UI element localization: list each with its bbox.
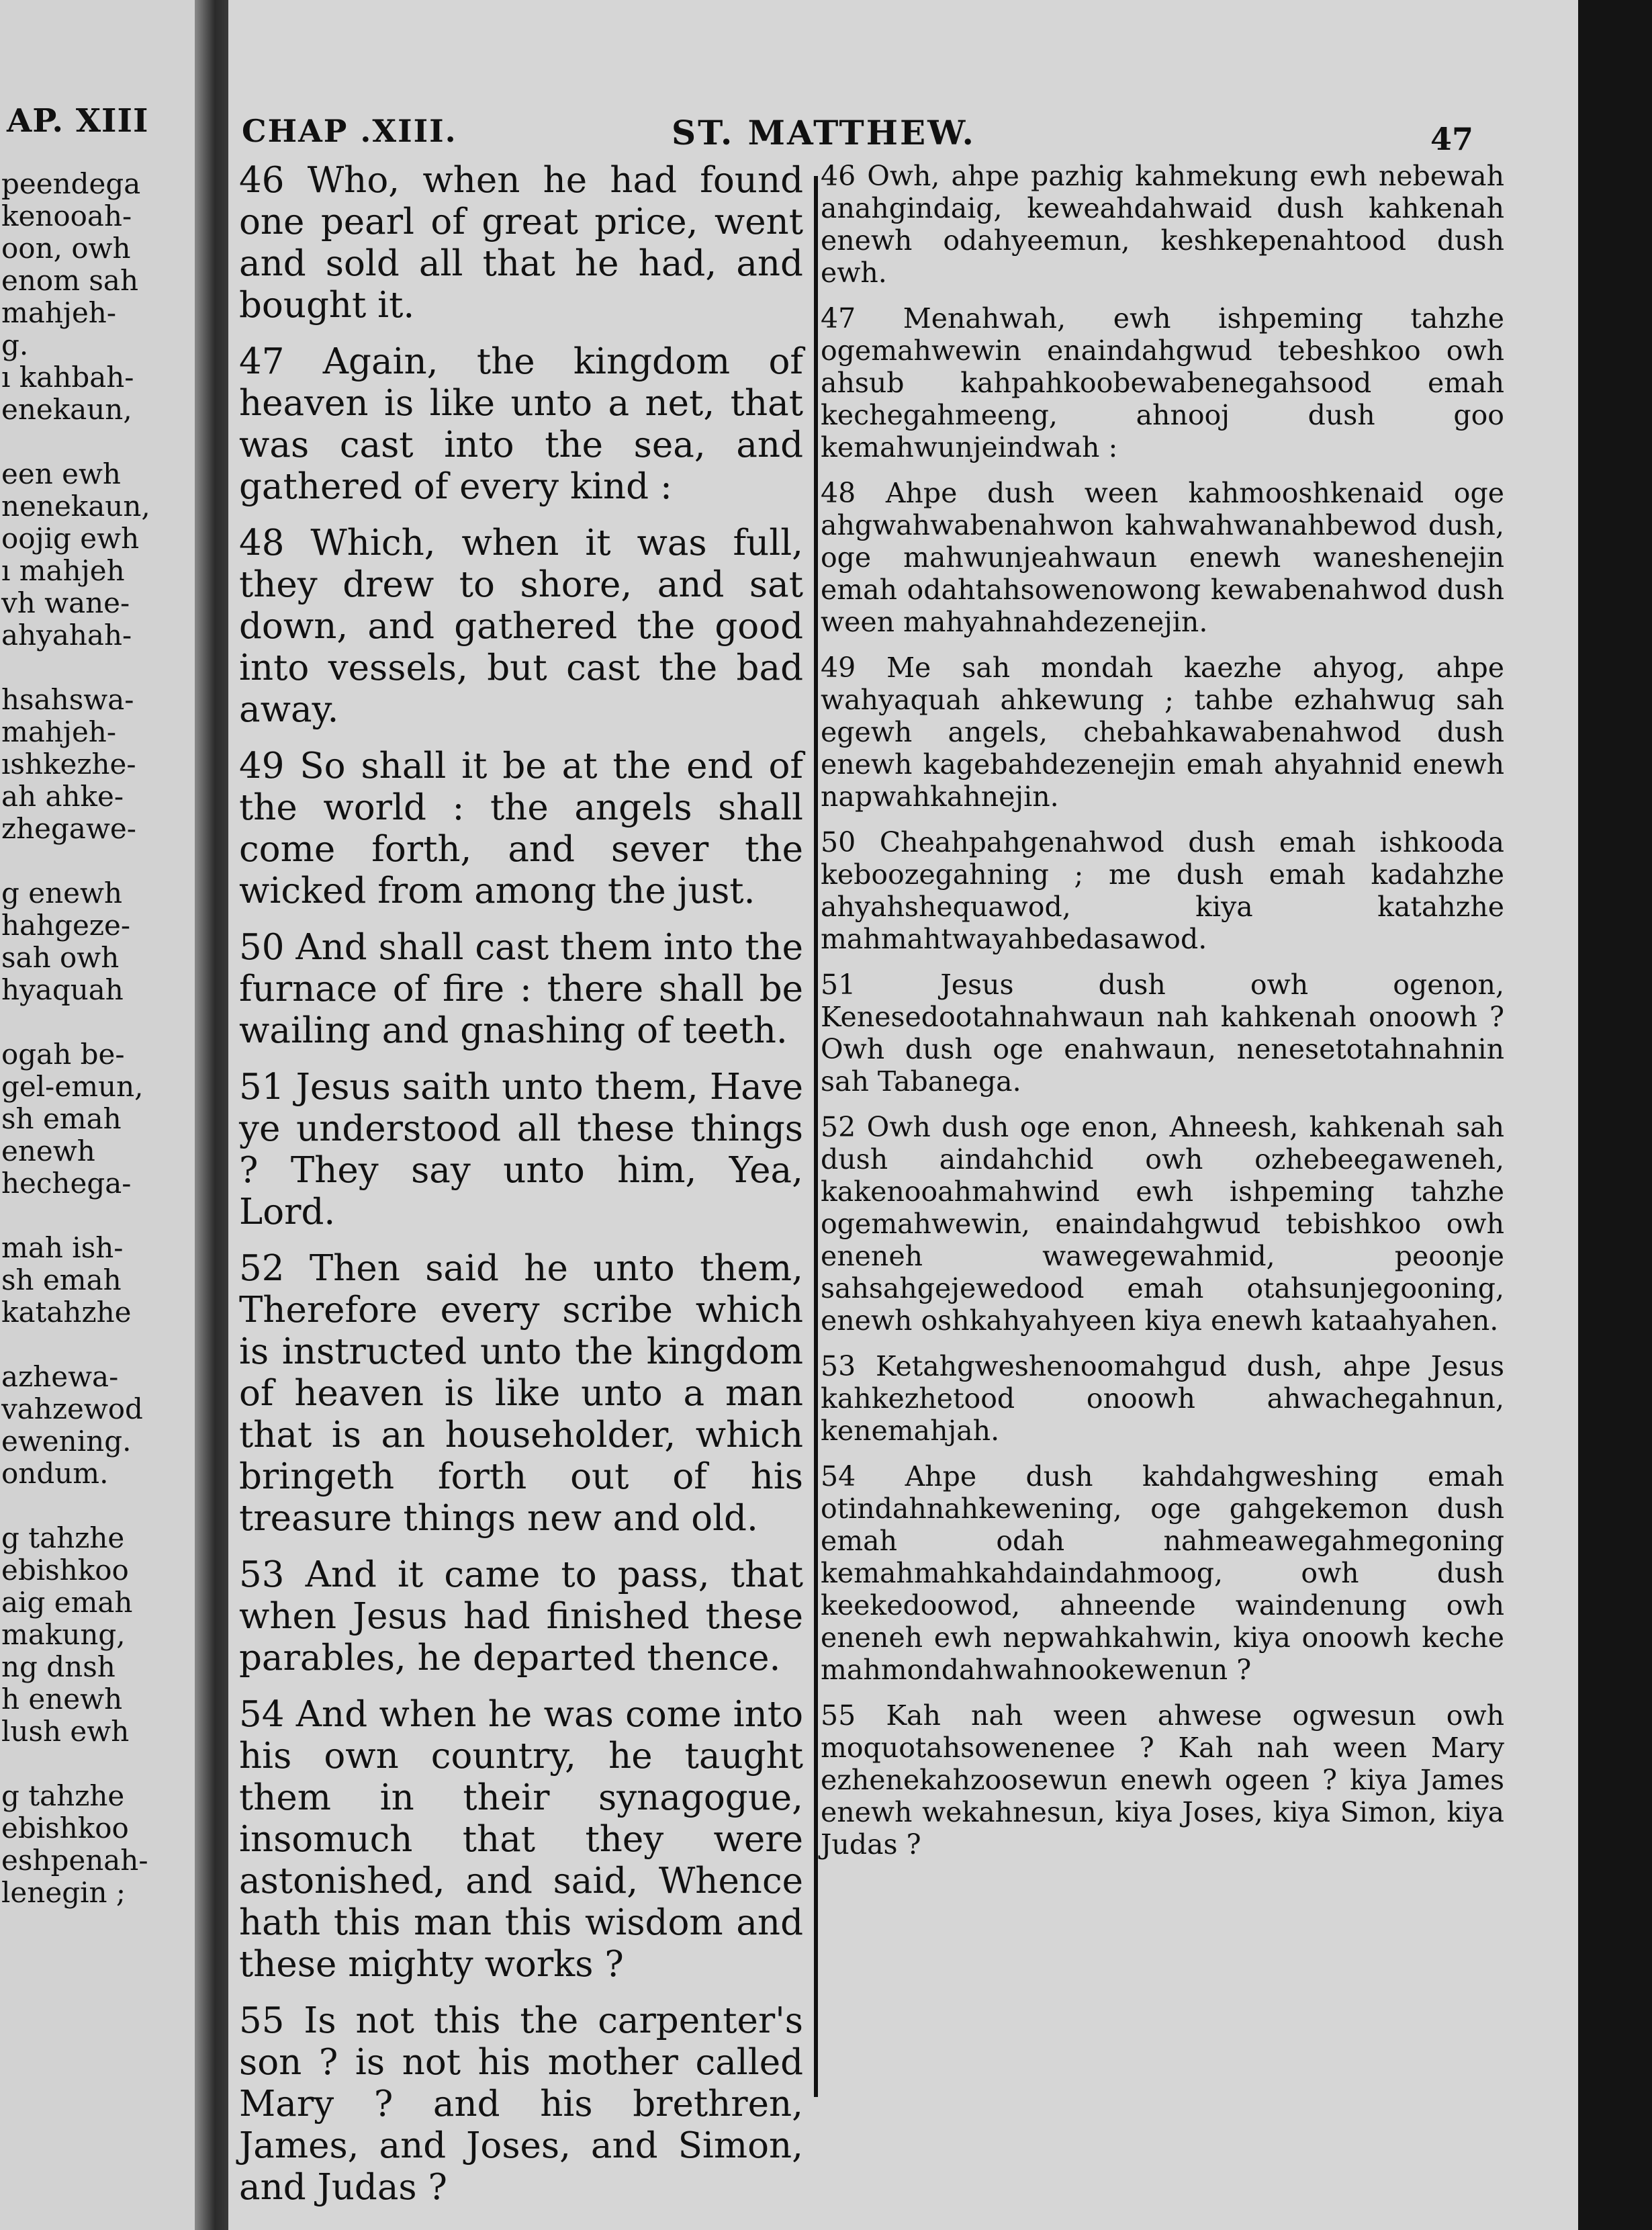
facing-page-line: ıshkezhe-	[1, 748, 136, 780]
facing-page-line: ebishkoo	[1, 1554, 129, 1587]
ojibwe-verse: 50 Cheahpahgenahwod dush emah ishkooda keboozegahning ; me dush emah kadahzhe ahyahshequawod, kiya katahzhe mahmahtwayahbedasawod.	[821, 826, 1504, 955]
facing-page-line: g tahzhe	[1, 1779, 125, 1812]
facing-page-line	[0, 652, 195, 684]
chapter-heading: CHAP .XIII.	[242, 113, 457, 149]
ojibwe-verse: 46 Owh, ahpe pazhig kahmekung ewh nebewah anahgindaig, keweahdahwaid dush kahkenah enewh odahyeemun, keshkepenahtood dush ewh.	[821, 160, 1504, 289]
facing-page-line: eshpenah-	[1, 1844, 148, 1877]
facing-page-line: vh wane-	[1, 586, 130, 619]
facing-page-line: zhegawe-	[1, 812, 136, 845]
english-verse: 46 Who, when he had found one pearl of great price, went and sold all that he had, and bought it.	[239, 160, 803, 326]
english-verse: 47 Again, the kingdom of heaven is like unto a net, that was cast into the sea, and gathered of every kind :	[239, 341, 803, 507]
page-number: 47	[1430, 121, 1474, 157]
page-edge	[1578, 0, 1652, 2230]
facing-page-line: hechega-	[1, 1167, 132, 1200]
facing-page-line	[0, 1329, 195, 1361]
facing-page-line: een ewh	[1, 457, 121, 490]
facing-page-lines	[0, 168, 195, 1909]
facing-page-line: sah owh	[1, 941, 120, 974]
ojibwe-verse: 47 Menahwah, ewh ishpeming tahzhe ogemahwewin enaindahgwud tebeshkoo owh ahsub kahpahkoobewabenegahsood emah kechegahmeeng, ahnooj dush goo kemahwunjeindwah :	[821, 302, 1504, 463]
facing-page-line: enewh	[1, 1134, 95, 1167]
facing-page-line: oojig ewh	[1, 522, 140, 555]
facing-page-line: aig emah	[1, 1586, 133, 1619]
facing-page-fragment	[0, 0, 195, 2230]
facing-page-line: mah ish-	[1, 1231, 124, 1264]
facing-page-line: ahyahah-	[1, 619, 132, 652]
ojibwe-verse: 52 Owh dush oge enon, Ahneesh, kahkenah sah dush aindahchid owh ozhebeegaweneh, kakenooahmahwind ewh ishpeming tahzhe ogemahwewin, enaindahgwud tebishkoo owh eneneh wawegewahmid, peoonje sahsahgejewedood emah otahsunjegooning, enewh oshkahyahyeen kiya enewh kataahyahen.	[821, 1111, 1504, 1337]
ojibwe-verse: 54 Ahpe dush kahdahgweshing emah otindahnahkewening, oge gahgekemon dush emah odah nahmeawegahmegoning kemahmahkahdaindahmoog, owh dush keekedoowod, ahneende waindenung owh eneneh ewh nepwahkahwin, kiya onoowh keche mahmondahwahnookewenun ?	[821, 1460, 1504, 1686]
facing-page-line: hyaquah	[1, 973, 124, 1006]
facing-page-line: nenekaun,	[1, 490, 150, 523]
facing-page-line: katahzhe	[1, 1296, 132, 1329]
facing-page-line: sh emah	[1, 1102, 122, 1135]
facing-page-line: mahjeh-	[1, 715, 117, 748]
facing-page-line: lush ewh	[1, 1715, 130, 1748]
english-column	[239, 160, 803, 2223]
facing-page-line: mahjeh-	[1, 296, 117, 329]
ojibwe-verse: 53 Ketahgweshenoomahgud dush, ahpe Jesus kahkezhetood onoowh ahwachegahnun, kenemahjah.	[821, 1350, 1504, 1447]
facing-page-line: hahgeze-	[1, 909, 131, 942]
ojibwe-verse: 51 Jesus dush owh ogenon, Kenesedootahnahwaun nah kahkenah onoowh ? Owh dush oge enahwaun, nenesetotahnahnin sah Tabanega.	[821, 969, 1504, 1098]
facing-page-line	[0, 1006, 195, 1038]
facing-page-line: ah ahke-	[1, 780, 124, 813]
facing-page-line	[0, 1200, 195, 1232]
facing-page-line: peendega	[1, 167, 141, 200]
english-verse: 55 Is not this the carpenter's son ? is not his mother called Mary ? and his brethren, James, and Joses, and Simon, and Judas ?	[239, 2000, 803, 2208]
facing-page-line: oon, owh	[1, 232, 131, 265]
facing-page-line: lenegin ;	[1, 1876, 126, 1909]
facing-page-line: g enewh	[1, 877, 122, 909]
facing-page-line: enom sah	[1, 264, 139, 297]
facing-page-line	[0, 845, 195, 877]
facing-page-line: hsahswa-	[1, 683, 134, 716]
column-divider	[814, 176, 818, 2097]
book-page	[228, 0, 1578, 2230]
book-gutter	[195, 0, 228, 2230]
facing-page-line: ondum.	[1, 1457, 109, 1490]
book-title-heading: ST. MATTHEW.	[672, 113, 976, 152]
facing-page-line	[0, 426, 195, 458]
english-verse: 52 Then said he unto them, Therefore every scribe which is instructed unto the kingdom of heaven is like unto a man that is an householder, which bringeth forth out of his treasure things new and old.	[239, 1248, 803, 1539]
facing-page-line: g tahzhe	[1, 1521, 125, 1554]
facing-page-line: kenooah-	[1, 199, 132, 232]
ojibwe-column	[821, 160, 1504, 1874]
facing-page-line: ı mahjeh	[1, 554, 125, 587]
facing-page-line	[0, 1490, 195, 1522]
english-verse: 53 And it came to pass, that when Jesus had finished these parables, he departed thence.	[239, 1554, 803, 1679]
facing-page-line: ng dnsh	[1, 1650, 116, 1683]
facing-page-line: azhewa-	[1, 1360, 119, 1393]
facing-page-line: sh emah	[1, 1263, 122, 1296]
facing-page-line: ewening.	[1, 1425, 132, 1458]
facing-page-line: ebishkoo	[1, 1812, 129, 1844]
english-verse: 50 And shall cast them into the furnace of fire : there shall be wailing and gnashing of teeth.	[239, 927, 803, 1051]
ojibwe-verse: 55 Kah nah ween ahwese ogwesun owh moquotahsowenenee ? Kah nah ween Mary ezhenekahzoosewun enewh ogeen ? kiya James enewh wekahnesun, kiya Joses, kiya Simon, kiya Judas ?	[821, 1699, 1504, 1861]
facing-page-line	[0, 1748, 195, 1780]
facing-page-line: g.	[1, 328, 29, 361]
facing-page-header: AP. XIII	[7, 102, 149, 140]
facing-page-line: gel-emun,	[1, 1070, 144, 1103]
ojibwe-verse: 48 Ahpe dush ween kahmooshkenaid oge ahgwahwabenahwon kahwahwanahbewod dush, oge mahwunjeahwaun enewh waneshenejin emah odahtahsowenowong kewabenahwod dush ween mahyahnahdezenejin.	[821, 477, 1504, 638]
ojibwe-verse: 49 Me sah mondah kaezhe ahyog, ahpe wahyaquah ahkewung ; tahbe ezhahwug sah egewh angels, chebahkawabenahwod dush enewh kagebahdezenejin emah ahyahnid enewh napwahkahnejin.	[821, 652, 1504, 813]
facing-page-line: ogah be-	[1, 1038, 125, 1071]
english-verse: 48 Which, when it was full, they drew to shore, and sat down, and gathered the good into vessels, but cast the bad away.	[239, 523, 803, 730]
english-verse: 51 Jesus saith unto them, Have ye understood all these things ? They say unto him, Yea, Lord.	[239, 1067, 803, 1233]
facing-page-line: ı kahbah-	[1, 361, 134, 394]
english-verse: 49 So shall it be at the end of the world : the angels shall come forth, and sever the wicked from among the just.	[239, 746, 803, 911]
english-verse: 54 And when he was come into his own country, he taught them in their synagogue, insomuch that they were astonished, and said, Whence hath this man this wisdom and these mighty works ?	[239, 1694, 803, 1985]
facing-page-line: vahzewod	[1, 1392, 143, 1425]
facing-page-line: makung,	[1, 1618, 126, 1651]
facing-page-line: enekaun,	[1, 393, 132, 426]
facing-page-line: h enewh	[1, 1683, 123, 1715]
